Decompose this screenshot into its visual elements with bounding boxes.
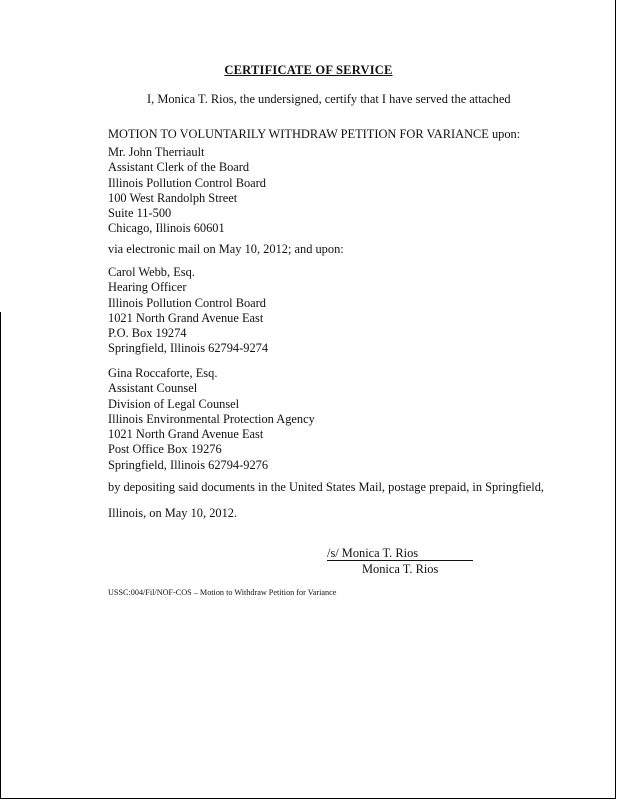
address-line: P.O. Box 19274 [108, 326, 187, 341]
address-line: Illinois Pollution Control Board [108, 175, 266, 190]
recipient-address-3 [108, 366, 315, 473]
document-footer: USSC:004/Fil/NOF-COS – Motion to Withdraw Petition for Variance [108, 588, 337, 597]
address-line: Chicago, Illinois 60601 [108, 221, 225, 236]
address-line: Suite 11-500 [108, 206, 172, 221]
address-line: 100 West Randolph Street [108, 190, 238, 205]
address-line: Mr. John Therriault [108, 145, 205, 159]
address-line: Hearing Officer [108, 280, 187, 295]
address-line: Springfield, Illinois 62794-9274 [108, 341, 269, 356]
document-title: CERTIFICATE OF SERVICE [224, 63, 393, 77]
signer-name: Monica T. Rios [362, 562, 439, 576]
address-line: Gina Roccaforte, Esq. [108, 366, 218, 380]
address-line: Illinois Pollution Control Board [108, 295, 266, 310]
address-line: Assistant Counsel [108, 381, 198, 396]
service-method: via electronic mail on May 10, 2012; and upon: [108, 242, 344, 256]
address-line: Illinois Environmental Protection Agency [108, 411, 315, 426]
address-line: 1021 North Grand Avenue East [108, 310, 264, 325]
address-line: Division of Legal Counsel [108, 396, 240, 411]
recipient-address-1 [108, 145, 266, 237]
place-date: Illinois, on May 10, 2012. [108, 506, 238, 520]
page-edge [0, 312, 1, 798]
recipient-address-2 [108, 265, 268, 357]
address-line: 1021 North Grand Avenue East [108, 427, 264, 442]
certification-statement: I, Monica T. Rios, the undersigned, certify that I have served the attached [147, 92, 511, 106]
deposit-statement: by depositing said documents in the United States Mail, postage prepaid, in Springfield, [108, 480, 545, 494]
address-line: Springfield, Illinois 62794-9276 [108, 457, 269, 472]
signature-line: /s/ Monica T. Rios [327, 546, 473, 561]
motion-title: MOTION TO VOLUNTARILY WITHDRAW PETITION FOR VARIANCE upon: [108, 127, 521, 141]
address-line: Carol Webb, Esq. [108, 265, 195, 279]
address-line: Post Office Box 19276 [108, 442, 222, 457]
address-line: Assistant Clerk of the Board [108, 160, 250, 175]
